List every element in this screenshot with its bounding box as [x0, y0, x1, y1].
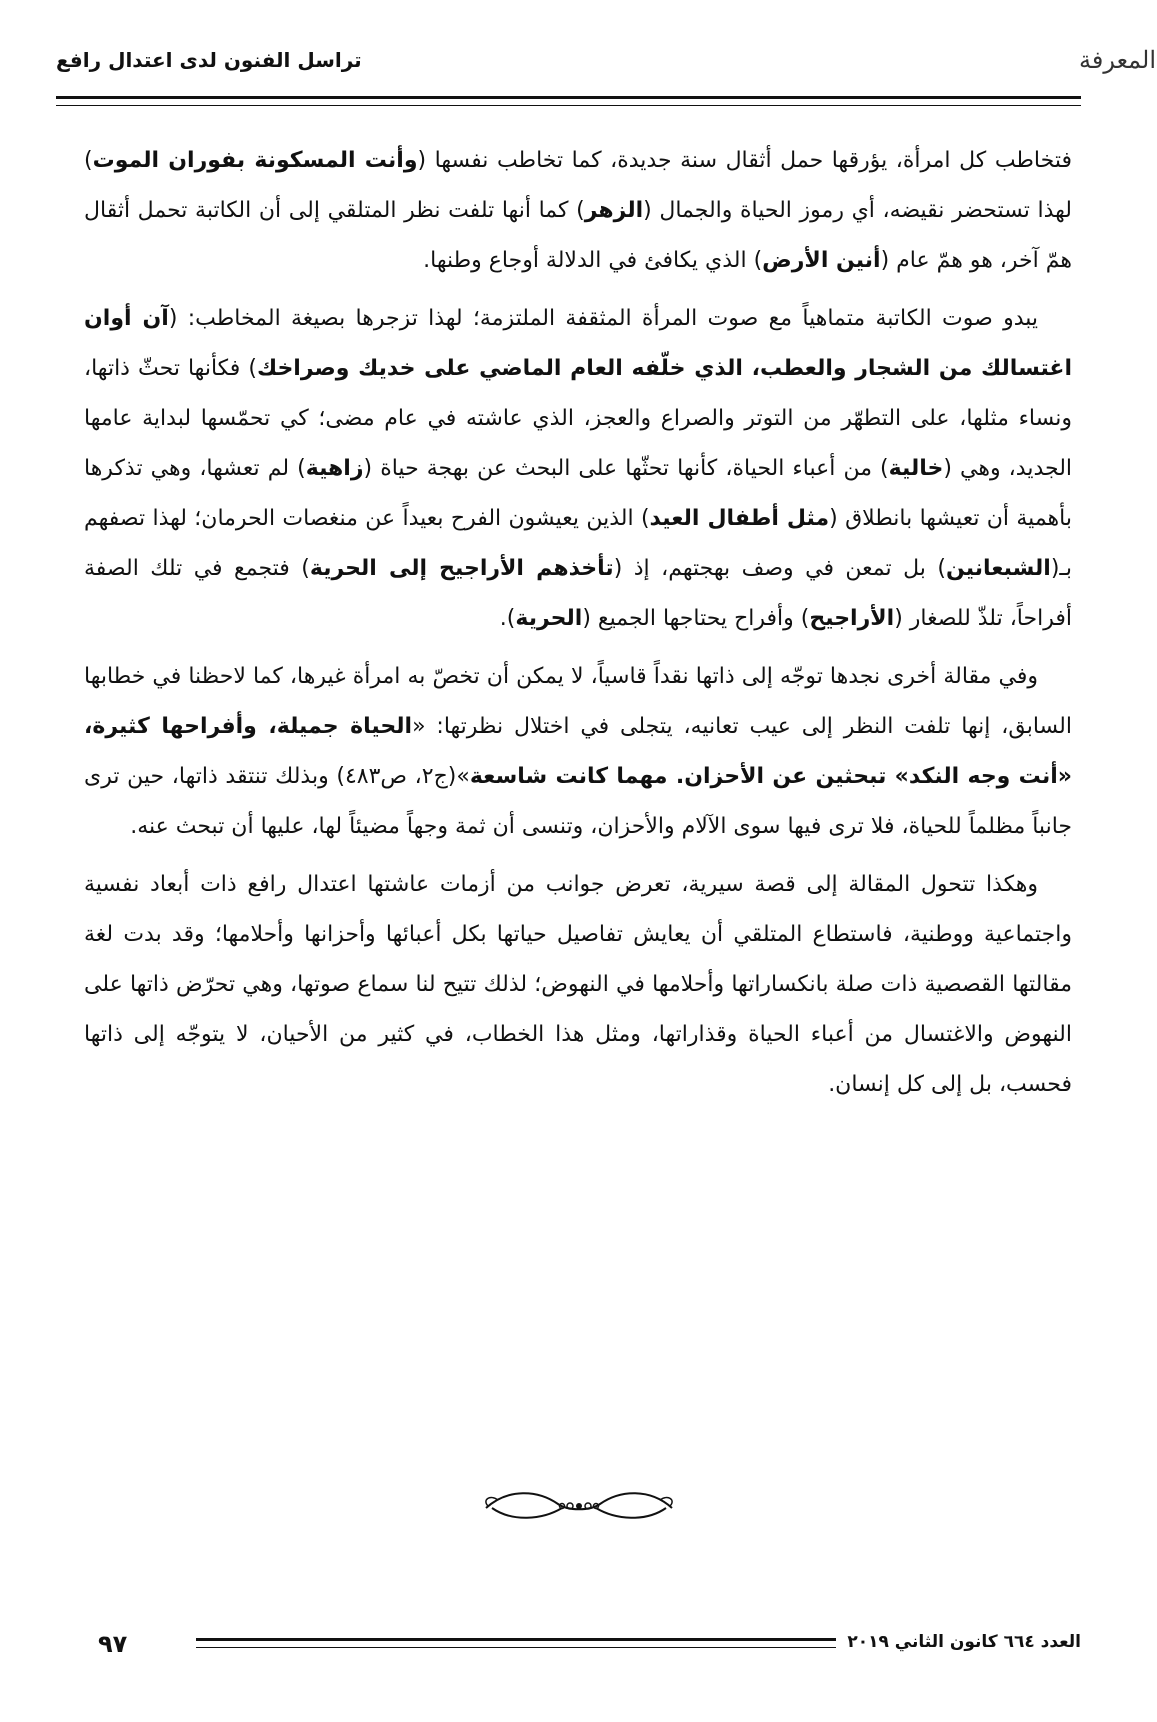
- ornament-divider-icon: [478, 1478, 680, 1530]
- paragraph-4: وهكذا تتحول المقالة إلى قصة سيرية، تعرض جوانب من أزمات عاشتها اعتدال رافع ذات أبعاد نفسية واجتماعية ووطنية، فاستطاع المتلقي أن يعايش تفاصيل حياتها بكل أعبائها وأحزانها وأحلامها؛ وقد بدت لغة مقالتها القصصية ذات صلة بانكساراتها وأحلامها في النهوض؛ لذلك تتيح لنا سماع صوتها، وهي تحرّض ذاتها على النهوض والاغتسال من أعباء الحياة وقذاراتها، ومثل هذا الخطاب، في كثير من الأحيان، لا يتوجّه إلى ذاتها فحسب، بل إلى كل إنسان.: [84, 872, 1072, 1097]
- header-rule: [56, 96, 1081, 106]
- footer-rule: [196, 1638, 836, 1648]
- paragraph-3: وفي مقالة أخرى نجدها توجّه إلى ذاتها نقداً قاسياً، لا يمكن أن تخصّ به امرأة غيرها، كما لاحظنا في خطابها السابق، إنها تلفت النظر إلى عيب تعانيه، يتجلى في اختلال نظرتها: «الحياة جميلة، وأفراحها كثيرة، «أنت وجه النكد» تبحثين عن الأحزان. مهما كانت شاسعة»(ج٢، ص٤٨٣) وبذلك تنتقد ذاتها، حين ترى جانباً مظلماً للحياة، فلا ترى فيها سوى الآلام والأحزان، وتنسى أن ثمة وجهاً مضيئاً لها، عليها أن تبحث عنه.: [84, 664, 1072, 839]
- paragraph-1: فتخاطب كل امرأة، يؤرقها حمل أثقال سنة جديدة، كما تخاطب نفسها (وأنت المسكونة بفوران الموت) لهذا تستحضر نقيضه، أي رموز الحياة والجمال (الزهر) كما أنها تلفت نظر المتلقي إلى أن الكاتبة تحمل أثقال همّ آخر، هو همّ عام (أنين الأرض) الذي يكافئ في الدلالة أوجاع وطنها.: [84, 148, 1072, 273]
- magazine-logo: [971, 40, 1157, 80]
- issue-info: العدد ٦٦٤ كانون الثاني ٢٠١٩: [847, 1632, 1081, 1652]
- page-number: ٩٧: [98, 1630, 128, 1658]
- article-body: [84, 136, 1072, 1118]
- page-footer: [56, 1628, 1081, 1658]
- paragraph-2: يبدو صوت الكاتبة متماهياً مع صوت المرأة المثقفة الملتزمة؛ لهذا تزجرها بصيغة المخاطب: (آن أوان اغتسالك من الشجار والعطب، الذي خلّفه العام الماضي على خديك وصراخك) فكأنها تحثّ ذاتها، ونساء مثلها، على التطهّر من التوتر والصراع والعجز، الذي عاشته في عام مضى؛ كي تحمّسها لبداية عامها الجديد، وهي (خالية) من أعباء الحياة، كأنها تحثّها على البحث عن بهجة حياة (زاهية) لم تعشها، وهي تذكرها بأهمية أن تعيشها بانطلاق (مثل أطفال العيد) الذين يعيشون الفرح بعيداً عن منغصات الحرمان؛ لهذا تصفهم بـ(الشبعانين) بل تمعن في وصف بهجتهم، إذ (تأخذهم الأراجيح إلى الحرية) فتجمع في تلك الصفة أفراحاً، تلذّ للصغار (الأراجيح) وأفراح يحتاجها الجميع (الحرية).: [84, 306, 1073, 631]
- magazine-logo-text: المعرفة: [1079, 46, 1157, 74]
- running-title: تراسل الفنون لدى اعتدال رافع: [56, 48, 362, 72]
- page-header: [56, 40, 1157, 82]
